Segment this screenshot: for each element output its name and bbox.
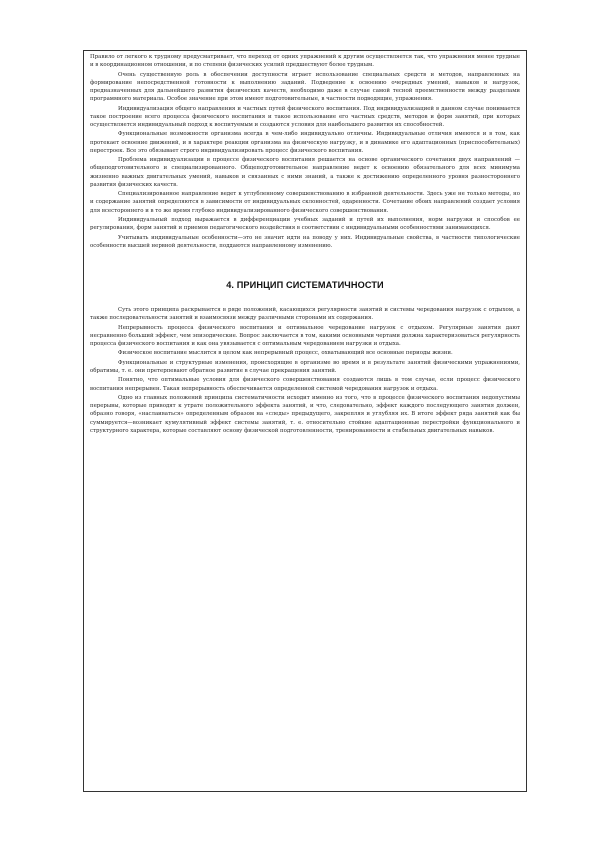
paragraph-easy-to-hard: Правило от легкого к трудному предусматривает, что переход от одних упражнений к другим осуществляется так, что упражнения менее трудные и в координационном отношении, и по степени физических усилий предшествуют более трудным. [90,54,520,69]
page-frame [83,50,527,792]
paragraph-special-means: Очень существенную роль в обеспечении доступности играет использование специальных средств и методов, направленных на формирование непосредственной готовности к выполнению заданий. Подведение к освоению очередных умений, навыков и нагрузок, предназначенных для дальнейшего развития физических качеств, необходимо даже в случае самой тесной преемственности между разделами программного материала. Особое значение при этом имеют подготовительные, в частности подводящие, упражнения. [90,71,520,103]
paragraph-cumulative-effect: Одно из главных положений принципа систематичности исходит именно из того, что в процессе физического воспитания недопустимы перерывы, которые приводят к утрате положительного эффекта занятий, и что, следовательно, эффект каждого последующего занятия должен, образно говоря, «наслаиваться» определенным образом на «следы» предыдущего, закрепляя и углубляя их. В итоге эффект ряда занятий как бы суммируется—возникает кумулятивный эффект системы занятий, т. е. относительно стойкие адаптационные перестройки функционального и структурного характера, которые составляют основу физической подготовленности, тренированности и стабильных двигательных навыков. [90,394,520,434]
paragraph-problem-individualization: Проблема индивидуализации в процессе физического воспитания решается на основе органического сочетания двух направлений — общеподготовительного и специализированного. Общеподготовительное направление ведет к освоению обязательного для всех минимума жизненно важных двигательных умений, навыков и связанных с ними знаний, а также к достижению определенного уровня разностороннего развития физических качеств. [90,157,520,188]
paragraph-specialized-direction: Специализированное направление ведет к углубленному совершенствованию в избранной деятельности. Здесь уже не только методы, но и содержание занятий определяются в зависимости от индивидуальных склонностей, одаренности. Сочетание обоих направлений создает условия для всестороннего и в то же время глубоко индивидуализированного физического совершенствования. [90,191,520,214]
paragraph-principle-essence: Суть этого принципа раскрывается в ряде положений, касающихся регулярности занятий и системы чередования нагрузок с отдыхом, а также последовательности занятий и взаимосвязи между различными сторонами их содержания. [90,306,520,322]
paragraph-individualization: Индивидуализация общего направления и частных путей физического воспитания. Под индивидуализацией в данном случае понимается такое построение всего процесса физического воспитания и такое использование его частных средств, методов и форм занятий, при которых осуществляется индивидуальный подход к воспитуемым и создаются условия для наибольшего развития их способностей. [90,105,520,128]
paragraph-continuous-process: Физическое воспитание мыслится в целом как непрерывный процесс, охватывающий все основные периоды жизни. [118,350,453,357]
paragraph-reversible-changes: Функциональные и структурные изменения, происходящие в организме во время и в результате занятий физическими упражнениями, обратимы, т. е. они претерпевают обратное развитие в случае прекращения занятий. [90,359,520,374]
section-title: 4. ПРИНЦИП СИСТЕМАТИЧНОСТИ [226,279,384,290]
paragraph-optimal-conditions: Понятно, что оптимальные условия для физического совершенствования создаются лишь в том случае, если процесс физического воспитания непрерывен. Такая непрерывность обеспечивается определенной системой чередования нагрузок и отдыха. [90,377,520,392]
paragraph-functional-abilities: Функциональные возможности организма всегда в чем-либо индивидуально отличны. Индивидуальные отличия имеются и в том, как протекает освоение движений, и в характере реакции организма на физическую нагрузку, и в динамике его адаптационных (приспособительных) перестроек. Все это обязывает строго индивидуализировать процесс физического воспитания. [90,131,520,154]
paragraph-individual-approach: Индивидуальный подход выражается в дифференциации учебных заданий и путей их выполнения, норм нагрузки и способов ее регулирования, форм занятий и приемов педагогического воздействия в соответствии с индивидуальными особенностями занимающихся. [90,216,520,232]
paragraph-continuity: Непрерывность процесса физического воспитания и оптимальное чередование нагрузок с отдыхом. Регулярные занятия дают несравненно больший эффект, чем эпизодические. Вопрос заключается в том, какими основными чертами должна характеризоваться регулярность процесса физического воспитания и как она увязывается с оптимальным чередованием нагрузки и отдыха. [90,324,520,347]
paragraph-individual-features: Учитывать индивидуальные особенности—это не значит идти на поводу у них. Индивидуальные свойства, в частности типологические особенности высшей нервной деятельности, поддаются направленному изменению. [90,234,520,249]
